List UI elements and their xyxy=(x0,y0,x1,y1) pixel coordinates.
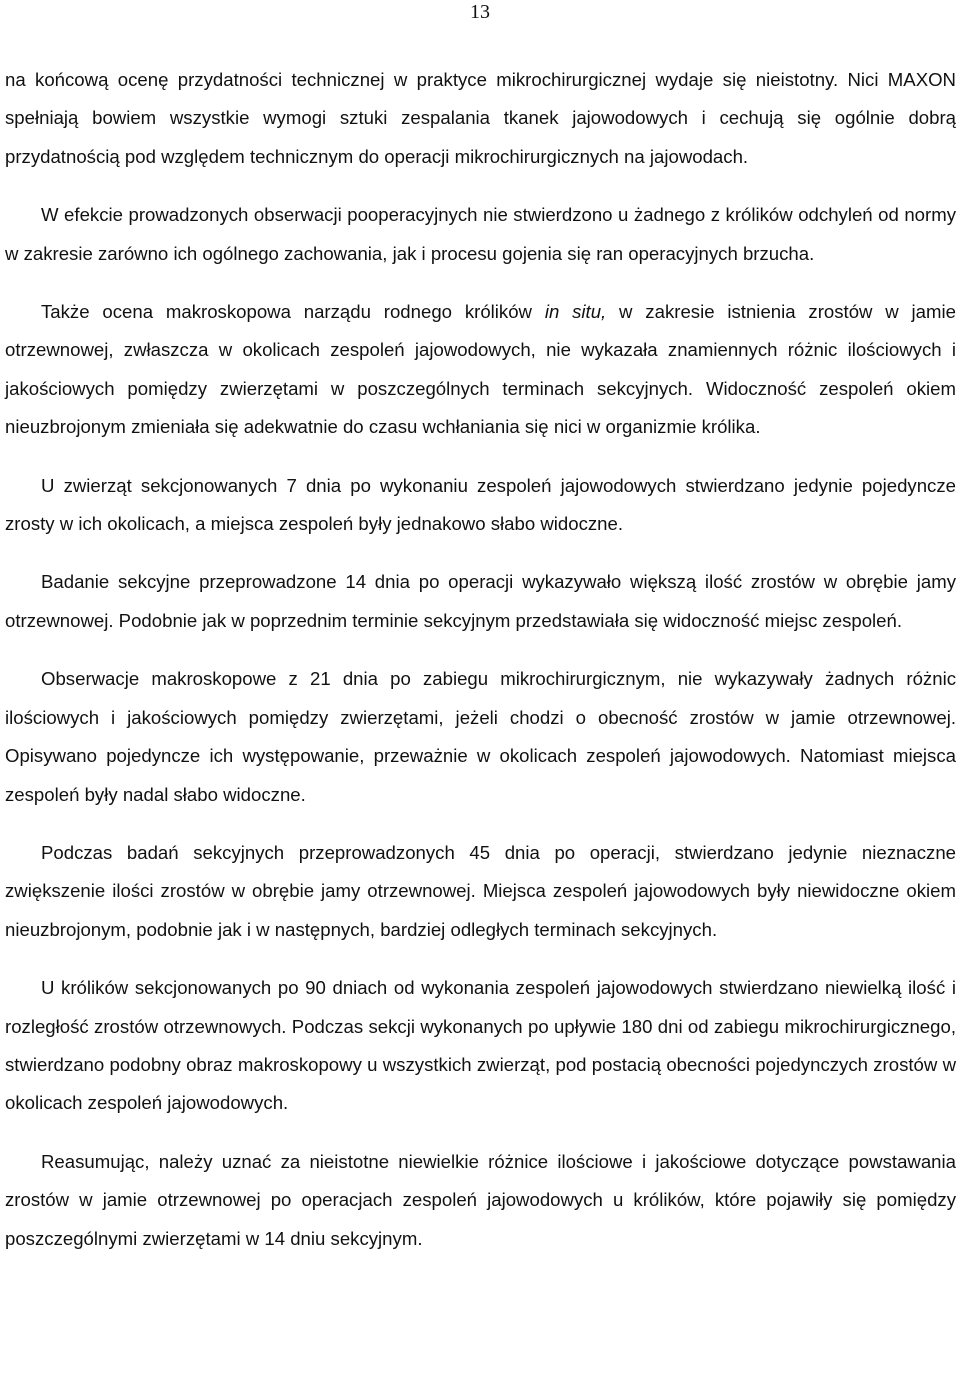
page-number: 13 xyxy=(470,1,490,23)
document-body xyxy=(5,61,956,1258)
paragraph-7 xyxy=(5,834,956,949)
paragraph-9 xyxy=(5,1143,956,1258)
paragraph-6 xyxy=(5,660,956,814)
paragraph-3-text-a: Także ocena makroskopowa narządu rodnego królików xyxy=(41,301,545,323)
paragraph-1-text: na końcową ocenę przydatności technicznej w praktyce mikrochirurgicznej wydaje się nieistotny. Nici MAXON spełniają bowiem wszystkie wymogi sztuki zespalania tkanek jajowodowych i cechują się ogólnie dobrą przydatnością pod względem technicznym do operacji mikrochirurgicznych na jajowodach. xyxy=(5,69,956,167)
paragraph-5 xyxy=(5,563,956,640)
paragraph-9-text: Reasumując, należy uznać za nieistotne niewielkie różnice ilościowe i jakościowe dotyczące powstawania zrostów w jamie otrzewnowej po operacjach zespoleń jajowodowych u królików, które pojawiły się pomiędzy poszczególnymi zwierzętami w 14 dniu sekcyjnym. xyxy=(5,1150,956,1249)
paragraph-5-text: Badanie sekcyjne przeprowadzone 14 dnia po operacji wykazywało większą ilość zrostów w obrębie jamy otrzewnowej. Podobnie jak w poprzednim terminie sekcyjnym przedstawiała się widoczność miejsc zespoleń. xyxy=(5,571,956,631)
paragraph-2 xyxy=(5,196,956,273)
paragraph-2-text: W efekcie prowadzonych obserwacji pooperacyjnych nie stwierdzono u żadnego z królików odchyleń od normy w zakresie zarówno ich ogólnego zachowania, jak i procesu gojenia się ran operacyjnych brzucha. xyxy=(5,204,956,264)
paragraph-8 xyxy=(5,969,956,1123)
paragraph-3-italic-term: in situ, xyxy=(544,301,607,323)
paragraph-3-text-b: w zakresie istnienia zrostów w jamie otrzewnowej, zwłaszcza w okolicach zespoleń jajowodowych, nie wykazała znamiennych różnic ilościowych i jakościowych pomiędzy zwierzętami w poszczególnych terminach sekcyjnych. Widoczność zespoleń okiem nieuzbrojonym zmieniała się adekwatnie do czasu wchłaniania się nici w organizmie królika. xyxy=(5,301,956,438)
paragraph-1 xyxy=(5,61,956,176)
paragraph-7-text: Podczas badań sekcyjnych przeprowadzonych 45 dnia po operacji, stwierdzano jedynie nieznaczne zwiększenie ilości zrostów w obrębie jamy otrzewnowej. Miejsca zespoleń jajowodowych były niewidoczne okiem nieuzbrojonym, podobnie jak i w następnych, bardziej odległych terminach sekcyjnych. xyxy=(5,841,956,940)
paragraph-4 xyxy=(5,467,956,544)
paragraph-6-text: Obserwacje makroskopowe z 21 dnia po zabiegu mikrochirurgicznym, nie wykazywały żadnych różnic ilościowych i jakościowych pomiędzy zwierzętami, jeżeli chodzi o obecność zrostów w jamie otrzewnowej. Opisywano pojedyncze ich występowanie, przeważnie w okolicach zespoleń jajowodowych. Natomiast miejsca zespoleń były nadal słabo widoczne. xyxy=(5,668,956,805)
paragraph-3 xyxy=(5,293,956,447)
paragraph-8-text: U królików sekcjonowanych po 90 dniach od wykonania zespoleń jajowodowych stwierdzano niewielką ilość i rozległość zrostów otrzewnowych. Podczas sekcji wykonanych po upływie 180 dni od zabiegu mikrochirurgicznego, stwierdzano podobny obraz makroskopowy u wszystkich zwierząt, pod postacią obecności pojedynczych zrostów w okolicach zespoleń jajowodowych. xyxy=(5,977,956,1114)
paragraph-4-text: U zwierząt sekcjonowanych 7 dnia po wykonaniu zespoleń jajowodowych stwierdzano jedynie pojedyncze zrosty w ich okolicach, a miejsca zespoleń były jednakowo słabo widoczne. xyxy=(5,474,956,535)
